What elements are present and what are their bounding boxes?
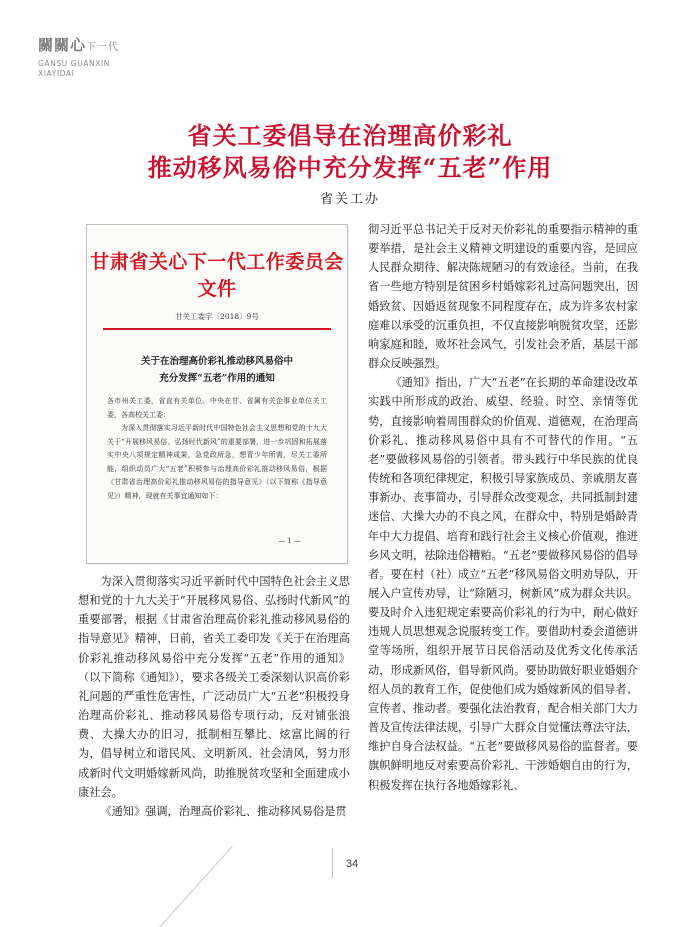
article-author: 省关工办 <box>319 192 380 207</box>
document-code: 甘关工委字〔2018〕9号 <box>175 312 259 321</box>
logo-english-line2: XIAYIDAI <box>38 69 75 78</box>
body-paragraph: 为深入贯彻落实习近平新时代中国特色社会主义思想和党的十九大关于“开展移风易俗、弘扬时代新风”的重要部署，根据《甘肃省治理高价彩礼推动移风易俗的指导意见》精神，日前，省关工委印发《关于在治理高价彩礼推动移风易俗中充分发挥“五老”作用的通知》（以下简称《通知》），要求各级关工委深刻认识高价彩礼问题的严重性危害性，广泛动员广大“五老”积极投身治理高价彩礼、推动移风易俗专项行动，反对铺张浪费、大操大办的旧习，抵制相互攀比、炫富比阔的行为，倡导树立和谐民风、文明新风、社会清风，努力形成新时代文明婚嫁新风尚，助推脱贫攻坚和全面建成小康社会。 <box>78 575 350 799</box>
footer-decor-line <box>158 846 232 927</box>
logo-english-line1: GANSU GUANXIN <box>38 59 110 68</box>
document-page-mark: — 1 — <box>278 537 301 545</box>
article-title-line2: 推动移风易俗中充分发挥“五老”作用 <box>147 153 553 182</box>
body-paragraph: 《通知》强调，治理高价彩礼、推动移风易俗是贯 <box>100 804 347 818</box>
body-paragraph: 彻习近平总书记关于反对天价彩礼的重要指示精神的重要举措，是社会主义精神文明建设的重要内容，是回应人民群众期待、解决陈规陋习的有效途径。当前，在我省一些地方特别是贫困乡村婚嫁彩礼过高问题突出，因婚致贫、因婚返贫现象不同程度存在，成为许多农村家庭难以承受的沉重负担，不仅直接影响脱贫攻坚，还影响家庭和睦，败坏社会风气，引发社会矛盾，基层干部群众反映强烈。 <box>368 223 638 371</box>
document-body <box>107 395 327 503</box>
body-paragraph: 《通知》指出，广大“五老”在长期的革命建设改革实践中所形成的政治、威望、经验、时空、亲情等优势，直接影响着周围群众的价值观、道德观，在治理高价彩礼、推动移风易俗中具有不可替代的作用。“五老”要做移风易俗的引领者。带头践行中华民族的优良传统和各项纪律规定，积极引导家族成员、亲戚朋友喜事新办、丧事简办，引导群众改变观念，共同抵制封建迷信、大操大办的不良之风，在群众中，特别是婚龄青年中大力提倡、培育和践行社会主义核心价值观，推进乡风文明，祛除违俗糟粕。“五老”要做移风易俗的倡导者。要在村（社）成立“五老”移风易俗文明劝导队，开展入户宣传劝导，让“除陋习，树新风”成为群众共识。要及时介入违犯规定索要高价彩礼的行为中，耐心做好违规人员思想观念说服转变工作。要借助村委会道德讲堂等场所，组织开展节日民俗活动及优秀文化传承活动，形成新风俗，倡导新风尚。要协助做好职业婚姻介绍人员的教育工作，促使他们成为婚嫁新风的倡导者、宣传者、推动者。要强化法治教育，配合相关部门大力普及宣传法律法规，引导广大群众自觉懂法尊法守法，维护自身合法权益。“五老”要做移风易俗的监督者。要旗帜鲜明地反对索要高价彩礼、干涉婚姻自由的行为，积极发挥在执行各地婚嫁彩礼、 <box>368 376 638 792</box>
magazine-logo <box>38 34 178 94</box>
document-body-paragraph: 为深入贯彻落实习近平新时代中国特色社会主义思想和党的十九大关于“开展移风易俗、弘扬时代新风”的重要部署，进一步巩固和拓展落实中央八项规定精神成果，急党政所急，想青少年所需，尽关工委所能，组织动员广大“五老”积极参与治理高价彩礼推动移风易俗，根据《甘肃省治理高价彩礼推动移风易俗的指导意见》（以下简称《指导意见》）精神，现就有关事宜通知如下： <box>107 424 327 500</box>
document-org-header: 甘肃省关心下一代工作委员会文件 <box>90 251 344 300</box>
document-red-rule <box>103 328 331 330</box>
logo-mark-main: 關關心 <box>38 36 87 54</box>
official-document-image <box>86 224 348 564</box>
document-body-salutation: 各市州关工委，省直有关单位、中央在甘、省属有关企事业单位关工委，各高校关工委： <box>107 397 327 419</box>
article-title-line1: 省关工委倡导在治理高价彩礼 <box>187 121 513 150</box>
right-column <box>368 220 638 795</box>
document-subtitle-line2: 充分发挥“五老”作用的通知 <box>159 373 275 384</box>
logo-mark <box>38 34 119 55</box>
logo-mark-small: 下一代 <box>86 42 120 53</box>
document-subtitle-line1: 关于在治理高价彩礼推动移风易俗中 <box>140 356 293 367</box>
page-number: 34 <box>346 858 359 870</box>
left-column <box>78 572 350 821</box>
footer-divider <box>332 848 333 878</box>
